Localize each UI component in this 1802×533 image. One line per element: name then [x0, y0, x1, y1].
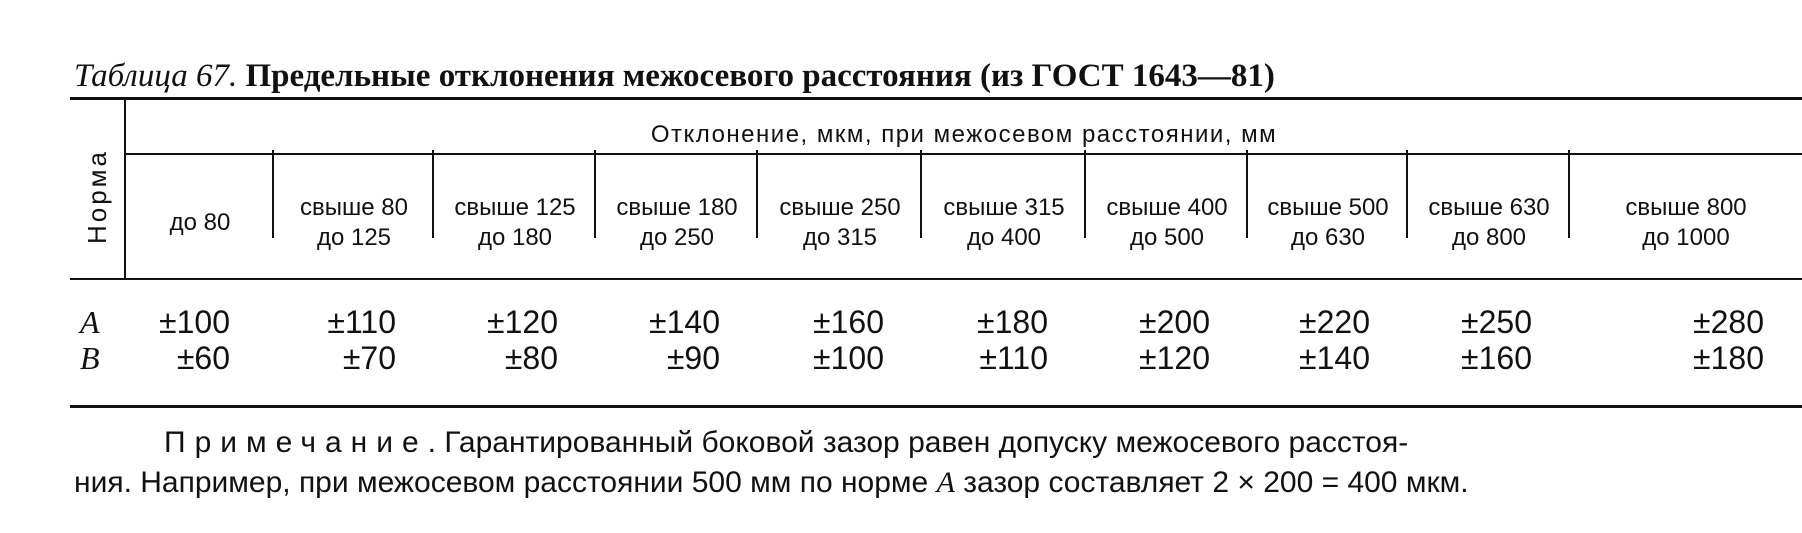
column-header — [1408, 168, 1570, 278]
norm-header-cell — [70, 115, 126, 277]
table-cell: ±120 — [1139, 340, 1210, 376]
table-cell: ±120 — [487, 304, 558, 340]
column-header — [922, 168, 1086, 278]
note-line-1 — [74, 423, 1744, 463]
table-cell: ±160 — [813, 304, 884, 340]
header-bottom-rule — [70, 278, 1802, 280]
column-header-line-2: до 800 — [1451, 224, 1527, 251]
table-cell: ±100 — [159, 304, 230, 340]
column-divider — [1084, 150, 1086, 238]
column-header-line-2: до 315 — [802, 224, 878, 251]
row-label-b: B — [80, 340, 100, 376]
row-label-a: A — [80, 304, 100, 340]
table-cell: ±80 — [504, 340, 558, 376]
column-header — [274, 168, 434, 278]
column-header-line-1: свыше 180 — [616, 194, 738, 221]
column-divider — [1246, 150, 1248, 238]
column-header-line-1: свыше 125 — [454, 194, 576, 221]
column-divider — [756, 150, 758, 238]
table-number: Таблица 67. — [74, 58, 238, 94]
table-cell: ±70 — [342, 340, 396, 376]
table-cell: ±110 — [979, 340, 1048, 376]
column-header-line-1: свыше 400 — [1106, 194, 1228, 221]
note-line-2 — [74, 463, 1744, 503]
column-divider — [920, 150, 922, 238]
table-title: Предельные отклонения межосевого расстояния (из ГОСТ 1643—81) — [245, 58, 1275, 94]
top-rule — [70, 97, 1802, 100]
column-divider — [594, 150, 596, 238]
table-cell: ±140 — [1299, 340, 1370, 376]
column-header-line-2: до 1000 — [1642, 224, 1730, 251]
deviation-header: Отклонение, мкм, при межосевом расстоянии, мм — [650, 121, 1278, 148]
column-header — [758, 168, 922, 278]
column-header-line-1: свыше 800 — [1625, 194, 1747, 221]
column-header-line-2: до 125 — [316, 224, 392, 251]
column-header-line-1: свыше 630 — [1428, 194, 1550, 221]
column-header-line-1: свыше 500 — [1267, 194, 1389, 221]
note-label: Примечание — [164, 426, 428, 459]
table-cell: ±250 — [1461, 304, 1532, 340]
table-cell: ±200 — [1139, 304, 1210, 340]
subheader-rule — [126, 153, 1802, 155]
table-cell: ±90 — [666, 340, 720, 376]
table-cell: ±140 — [649, 304, 720, 340]
column-header — [1570, 168, 1802, 278]
norm-header: Норма — [82, 148, 113, 244]
note-text-1: . Гарантированный боковой зазор равен допуску межосевого расстоя- — [427, 426, 1409, 459]
column-header-line-1: свыше 315 — [943, 194, 1065, 221]
column-header — [126, 168, 274, 278]
table-cell: ±220 — [1299, 304, 1370, 340]
table-cell: ±100 — [813, 340, 884, 376]
note-text-2a: ния. Например, при межосевом расстоянии 500 мм по норме — [74, 466, 937, 499]
column-header-line-2: до 630 — [1290, 224, 1366, 251]
bottom-rule — [70, 405, 1802, 408]
column-header — [1086, 168, 1248, 278]
table-cell: ±110 — [327, 304, 396, 340]
column-header — [596, 168, 758, 278]
column-divider — [1568, 150, 1570, 238]
column-divider — [1406, 150, 1408, 238]
column-header-line-2: до 500 — [1129, 224, 1205, 251]
column-header-line-2: до 180 — [477, 224, 553, 251]
column-divider — [272, 150, 274, 238]
table-note — [74, 423, 1744, 503]
column-divider — [432, 150, 434, 238]
column-header-line-2: до 250 — [639, 224, 715, 251]
table-cell: ±160 — [1461, 340, 1532, 376]
column-header-line-1: до 80 — [169, 209, 231, 236]
column-header — [1248, 168, 1408, 278]
table-cell: ±60 — [176, 340, 230, 376]
note-text-2b: зазор составляет 2 × 200 = 400 мкм. — [954, 466, 1469, 499]
table-cell: ±280 — [1693, 304, 1764, 340]
column-header-line-1: свыше 250 — [779, 194, 901, 221]
note-norm: A — [936, 466, 955, 499]
table-cell: ±180 — [1693, 340, 1764, 376]
column-header — [434, 168, 596, 278]
table-cell: ±180 — [977, 304, 1048, 340]
column-header-line-2: до 400 — [966, 224, 1042, 251]
column-header-line-1: свыше 80 — [300, 194, 408, 221]
table-caption — [74, 58, 1275, 95]
